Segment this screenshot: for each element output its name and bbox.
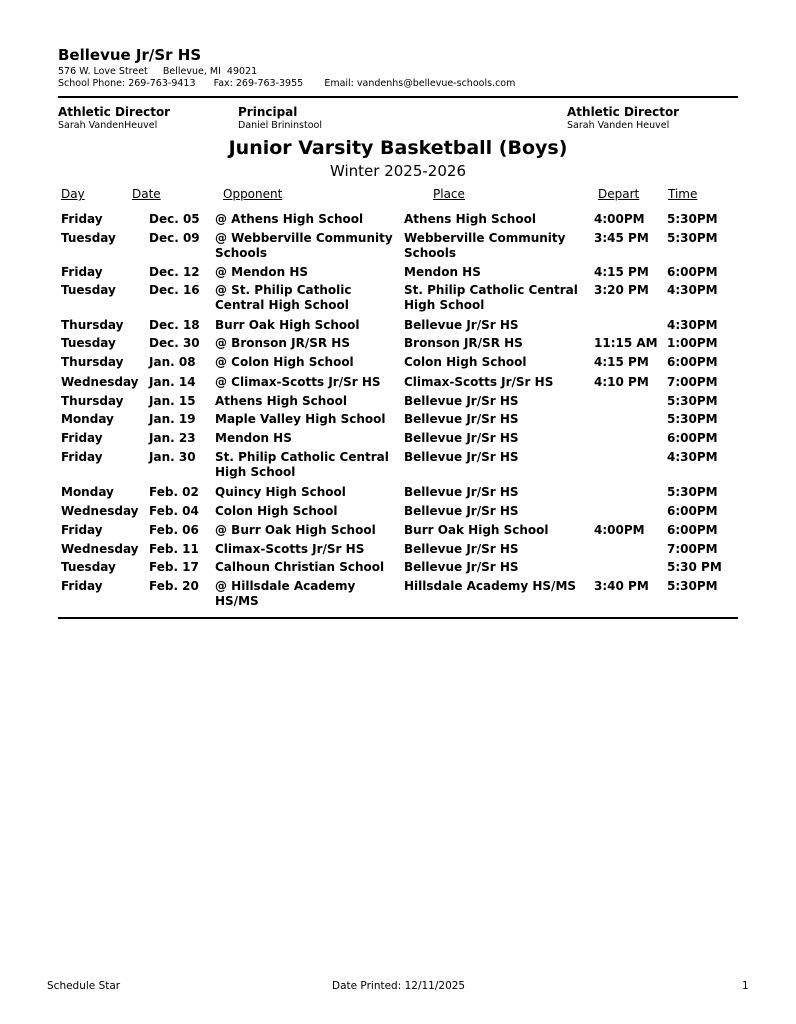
cell-opponent: Burr Oak High School — [215, 318, 360, 332]
cell-date: Feb. 17 — [149, 560, 199, 574]
cell-date: Jan. 08 — [149, 355, 196, 369]
cell-date: Jan. 30 — [149, 450, 196, 464]
cell-opponent: Climax-Scotts Jr/Sr HS — [215, 542, 365, 556]
column-header-opponent: Opponent — [223, 187, 283, 201]
cell-depart: 3:45 PM — [594, 231, 649, 245]
cell-day: Wednesday — [61, 542, 139, 556]
cell-place: Hillsdale Academy HS/MS — [404, 579, 577, 593]
cell-time: 5:30PM — [667, 579, 718, 593]
cell-opponent: @ St. Philip Catholic Central High School — [215, 283, 352, 312]
staff-title: Principal — [238, 105, 298, 119]
cell-time: 5:30 PM — [667, 560, 722, 574]
cell-opponent: Mendon HS — [215, 431, 292, 445]
cell-day: Monday — [61, 412, 114, 426]
cell-time: 6:00PM — [667, 265, 718, 279]
column-header-date: Date — [132, 187, 161, 201]
cell-place: St. Philip Catholic Central High School — [404, 283, 578, 312]
cell-time: 4:30PM — [667, 450, 718, 464]
cell-time: 5:30PM — [667, 394, 718, 408]
cell-day: Tuesday — [61, 336, 116, 350]
cell-date: Feb. 06 — [149, 523, 199, 537]
cell-place: Athens High School — [404, 212, 536, 226]
cell-date: Feb. 11 — [149, 542, 199, 556]
cell-day: Friday — [61, 450, 103, 464]
cell-opponent: @ Bronson JR/SR HS — [215, 336, 350, 350]
cell-place: Bellevue Jr/Sr HS — [404, 412, 519, 426]
staff-athletic-director-1 — [58, 105, 170, 131]
cell-opponent: @ Athens High School — [215, 212, 364, 226]
column-header-time: Time — [668, 187, 698, 201]
cell-opponent: @ Mendon HS — [215, 265, 309, 279]
cell-date: Dec. 09 — [149, 231, 200, 245]
cell-time: 5:30PM — [667, 231, 718, 245]
cell-opponent: Calhoun Christian School — [215, 560, 385, 574]
cell-date: Feb. 02 — [149, 485, 199, 499]
cell-place: Bellevue Jr/Sr HS — [404, 450, 519, 464]
cell-day: Tuesday — [61, 231, 116, 245]
header-divider — [58, 96, 738, 98]
cell-date: Jan. 14 — [149, 375, 196, 389]
footer-source: Schedule Star — [47, 980, 121, 992]
cell-opponent: @ Colon High School — [215, 355, 354, 369]
cell-place: Bellevue Jr/Sr HS — [404, 504, 519, 518]
cell-opponent: @ Climax-Scotts Jr/Sr HS — [215, 375, 381, 389]
staff-name: Sarah Vanden Heuvel — [567, 120, 670, 131]
school-name: Bellevue Jr/Sr HS — [58, 46, 202, 64]
cell-place: Bellevue Jr/Sr HS — [404, 542, 519, 556]
cell-depart: 4:00PM — [594, 212, 645, 226]
cell-place: Bronson JR/SR HS — [404, 336, 523, 350]
cell-day: Friday — [61, 431, 103, 445]
school-contact: School Phone: 269-763-9413 Fax: 269-763-3955 Email: vandenhs@bellevue-schools.com — [58, 78, 516, 89]
cell-time: 4:30PM — [667, 283, 718, 297]
cell-opponent: @ Hillsdale Academy HS/MS — [215, 579, 356, 608]
cell-place: Bellevue Jr/Sr HS — [404, 318, 519, 332]
staff-name: Daniel Brininstool — [238, 120, 322, 131]
cell-depart: 4:15 PM — [594, 355, 649, 369]
cell-time: 6:00PM — [667, 355, 718, 369]
cell-date: Jan. 23 — [149, 431, 196, 445]
cell-day: Thursday — [61, 318, 124, 332]
cell-time: 1:00PM — [667, 336, 718, 350]
cell-date: Dec. 18 — [149, 318, 200, 332]
cell-place: Climax-Scotts Jr/Sr HS — [404, 375, 554, 389]
cell-time: 6:00PM — [667, 523, 718, 537]
cell-time: 7:00PM — [667, 375, 718, 389]
cell-opponent: Maple Valley High School — [215, 412, 386, 426]
footer-date-printed: Date Printed: 12/11/2025 — [332, 980, 466, 992]
column-header-place: Place — [433, 187, 465, 201]
cell-date: Dec. 16 — [149, 283, 200, 297]
cell-day: Friday — [61, 579, 103, 593]
cell-date: Dec. 30 — [149, 336, 200, 350]
cell-time: 7:00PM — [667, 542, 718, 556]
cell-time: 5:30PM — [667, 412, 718, 426]
cell-opponent: @ Burr Oak High School — [215, 523, 376, 537]
cell-day: Tuesday — [61, 283, 116, 297]
cell-date: Dec. 12 — [149, 265, 200, 279]
cell-day: Friday — [61, 212, 103, 226]
cell-day: Thursday — [61, 355, 124, 369]
cell-day: Wednesday — [61, 504, 139, 518]
cell-date: Feb. 04 — [149, 504, 199, 518]
column-header-day: Day — [61, 187, 85, 201]
cell-depart: 4:00PM — [594, 523, 645, 537]
cell-time: 4:30PM — [667, 318, 718, 332]
cell-place: Mendon HS — [404, 265, 481, 279]
cell-depart: 3:40 PM — [594, 579, 649, 593]
cell-depart: 4:15 PM — [594, 265, 649, 279]
cell-date: Feb. 20 — [149, 579, 199, 593]
cell-opponent: @ Webberville Community Schools — [215, 231, 393, 260]
cell-place: Bellevue Jr/Sr HS — [404, 431, 519, 445]
cell-time: 6:00PM — [667, 504, 718, 518]
footer-page-number: 1 — [742, 980, 749, 992]
staff-principal — [238, 105, 322, 131]
cell-place: Bellevue Jr/Sr HS — [404, 560, 519, 574]
cell-date: Jan. 19 — [149, 412, 196, 426]
cell-place: Bellevue Jr/Sr HS — [404, 485, 519, 499]
cell-time: 5:30PM — [667, 485, 718, 499]
staff-title: Athletic Director — [567, 105, 680, 119]
cell-day: Monday — [61, 485, 114, 499]
season-label: Winter 2025-2026 — [330, 162, 466, 180]
cell-opponent: St. Philip Catholic Central High School — [215, 450, 389, 479]
cell-opponent: Athens High School — [215, 394, 347, 408]
staff-athletic-director-2 — [567, 105, 679, 131]
cell-place: Webberville Community Schools — [404, 231, 566, 260]
cell-depart: 3:20 PM — [594, 283, 649, 297]
schedule-title: Junior Varsity Basketball (Boys) — [228, 137, 568, 159]
cell-date: Jan. 15 — [149, 394, 196, 408]
cell-day: Wednesday — [61, 375, 139, 389]
staff-title: Athletic Director — [58, 105, 171, 119]
cell-time: 6:00PM — [667, 431, 718, 445]
cell-day: Friday — [61, 523, 103, 537]
cell-depart: 4:10 PM — [594, 375, 649, 389]
staff-name: Sarah VandenHeuvel — [58, 120, 158, 131]
cell-time: 5:30PM — [667, 212, 718, 226]
cell-date: Dec. 05 — [149, 212, 200, 226]
cell-place: Burr Oak High School — [404, 523, 549, 537]
cell-day: Tuesday — [61, 560, 116, 574]
table-end-divider — [58, 617, 738, 619]
cell-depart: 11:15 AM — [594, 336, 658, 350]
cell-place: Colon High School — [404, 355, 527, 369]
column-header-depart: Depart — [598, 187, 640, 201]
cell-day: Friday — [61, 265, 103, 279]
school-address: 576 W. Love Street Bellevue, MI 49021 — [58, 66, 258, 77]
cell-opponent: Quincy High School — [215, 485, 346, 499]
cell-day: Thursday — [61, 394, 124, 408]
cell-opponent: Colon High School — [215, 504, 338, 518]
cell-place: Bellevue Jr/Sr HS — [404, 394, 519, 408]
